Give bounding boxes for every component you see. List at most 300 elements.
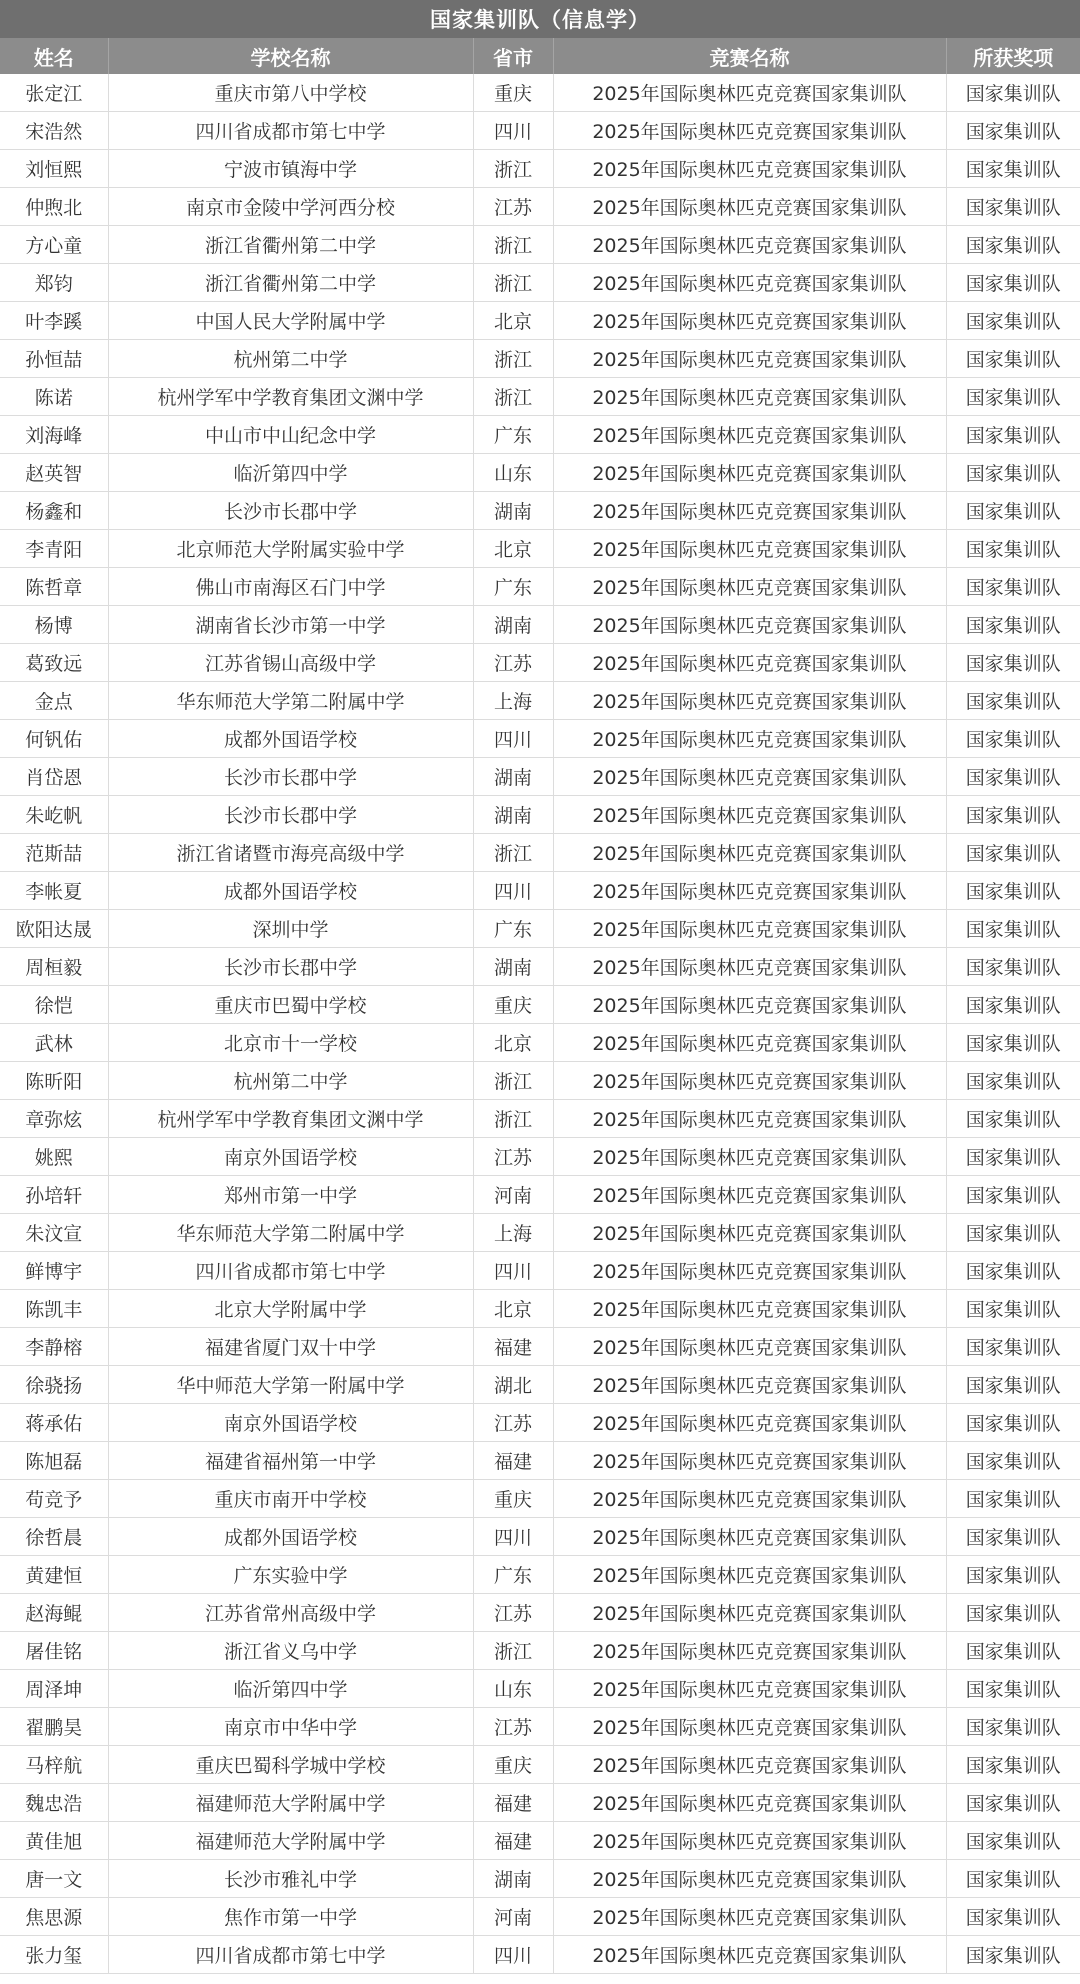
cell-school: 焦作市第一中学 (108, 1898, 473, 1936)
cell-competition: 2025年国际奥林匹克竞赛国家集训队 (553, 1518, 946, 1556)
cell-competition: 2025年国际奥林匹克竞赛国家集训队 (553, 1632, 946, 1670)
cell-competition: 2025年国际奥林匹克竞赛国家集训队 (553, 302, 946, 340)
cell-name: 马梓航 (0, 1746, 108, 1784)
cell-province: 山东 (473, 1670, 553, 1708)
table-row (0, 454, 1080, 492)
cell-name: 翟鹏昊 (0, 1708, 108, 1746)
header-award: 所获奖项 (946, 38, 1080, 74)
table-row (0, 112, 1080, 150)
header-row (0, 38, 1080, 74)
cell-province: 福建 (473, 1784, 553, 1822)
cell-school: 长沙市雅礼中学 (108, 1860, 473, 1898)
cell-competition: 2025年国际奥林匹克竞赛国家集训队 (553, 834, 946, 872)
cell-name: 苟竞予 (0, 1480, 108, 1518)
cell-name: 范斯喆 (0, 834, 108, 872)
cell-school: 成都外国语学校 (108, 872, 473, 910)
cell-competition: 2025年国际奥林匹克竞赛国家集训队 (553, 644, 946, 682)
cell-competition: 2025年国际奥林匹克竞赛国家集训队 (553, 1214, 946, 1252)
cell-name: 何钒佑 (0, 720, 108, 758)
cell-province: 上海 (473, 1214, 553, 1252)
cell-province: 重庆 (473, 1480, 553, 1518)
cell-name: 鲜博宇 (0, 1252, 108, 1290)
cell-name: 陈昕阳 (0, 1062, 108, 1100)
cell-name: 杨博 (0, 606, 108, 644)
cell-name: 肖岱恩 (0, 758, 108, 796)
cell-school: 杭州第二中学 (108, 1062, 473, 1100)
cell-school: 北京师范大学附属实验中学 (108, 530, 473, 568)
cell-name: 孙恒喆 (0, 340, 108, 378)
cell-competition: 2025年国际奥林匹克竞赛国家集训队 (553, 682, 946, 720)
cell-school: 福建师范大学附属中学 (108, 1784, 473, 1822)
cell-province: 山东 (473, 454, 553, 492)
cell-award: 国家集训队 (946, 606, 1080, 644)
header-school: 学校名称 (108, 38, 473, 74)
cell-name: 陈旭磊 (0, 1442, 108, 1480)
cell-award: 国家集训队 (946, 1290, 1080, 1328)
table-row (0, 150, 1080, 188)
table-row (0, 986, 1080, 1024)
table-row (0, 226, 1080, 264)
roster-table (0, 38, 1080, 1974)
table-row (0, 74, 1080, 112)
cell-school: 长沙市长郡中学 (108, 492, 473, 530)
cell-province: 湖南 (473, 758, 553, 796)
cell-award: 国家集训队 (946, 1176, 1080, 1214)
table-row (0, 606, 1080, 644)
cell-province: 浙江 (473, 378, 553, 416)
header-competition: 竞赛名称 (553, 38, 946, 74)
cell-name: 方心童 (0, 226, 108, 264)
cell-name: 黄建恒 (0, 1556, 108, 1594)
cell-name: 章弥炫 (0, 1100, 108, 1138)
cell-award: 国家集训队 (946, 378, 1080, 416)
cell-award: 国家集训队 (946, 1100, 1080, 1138)
cell-competition: 2025年国际奥林匹克竞赛国家集训队 (553, 1670, 946, 1708)
cell-school: 南京市中华中学 (108, 1708, 473, 1746)
cell-competition: 2025年国际奥林匹克竞赛国家集训队 (553, 492, 946, 530)
cell-award: 国家集训队 (946, 1404, 1080, 1442)
cell-name: 陈凯丰 (0, 1290, 108, 1328)
table-row (0, 1670, 1080, 1708)
cell-award: 国家集训队 (946, 492, 1080, 530)
table-row (0, 1898, 1080, 1936)
cell-award: 国家集训队 (946, 1632, 1080, 1670)
cell-school: 长沙市长郡中学 (108, 796, 473, 834)
table-row (0, 416, 1080, 454)
cell-competition: 2025年国际奥林匹克竞赛国家集训队 (553, 1328, 946, 1366)
cell-school: 重庆市第八中学校 (108, 74, 473, 112)
table-row (0, 1518, 1080, 1556)
cell-competition: 2025年国际奥林匹克竞赛国家集训队 (553, 1176, 946, 1214)
cell-competition: 2025年国际奥林匹克竞赛国家集训队 (553, 226, 946, 264)
table-row (0, 1632, 1080, 1670)
cell-name: 陈哲章 (0, 568, 108, 606)
cell-competition: 2025年国际奥林匹克竞赛国家集训队 (553, 1024, 946, 1062)
cell-award: 国家集训队 (946, 720, 1080, 758)
cell-province: 浙江 (473, 1100, 553, 1138)
cell-award: 国家集训队 (946, 150, 1080, 188)
cell-name: 陈诺 (0, 378, 108, 416)
cell-school: 浙江省衢州第二中学 (108, 226, 473, 264)
cell-school: 中国人民大学附属中学 (108, 302, 473, 340)
header-province: 省市 (473, 38, 553, 74)
cell-award: 国家集训队 (946, 74, 1080, 112)
cell-competition: 2025年国际奥林匹克竞赛国家集训队 (553, 530, 946, 568)
table-row (0, 1290, 1080, 1328)
cell-province: 浙江 (473, 226, 553, 264)
cell-province: 四川 (473, 720, 553, 758)
cell-school: 长沙市长郡中学 (108, 758, 473, 796)
cell-competition: 2025年国际奥林匹克竞赛国家集训队 (553, 568, 946, 606)
cell-name: 李青阳 (0, 530, 108, 568)
cell-school: 重庆市巴蜀中学校 (108, 986, 473, 1024)
cell-school: 杭州学军中学教育集团文渊中学 (108, 378, 473, 416)
cell-competition: 2025年国际奥林匹克竞赛国家集训队 (553, 986, 946, 1024)
table-header (0, 38, 1080, 74)
cell-province: 福建 (473, 1442, 553, 1480)
cell-competition: 2025年国际奥林匹克竞赛国家集训队 (553, 796, 946, 834)
cell-school: 四川省成都市第七中学 (108, 1936, 473, 1974)
cell-competition: 2025年国际奥林匹克竞赛国家集训队 (553, 264, 946, 302)
cell-award: 国家集训队 (946, 1936, 1080, 1974)
cell-competition: 2025年国际奥林匹克竞赛国家集训队 (553, 74, 946, 112)
cell-name: 刘恒熙 (0, 150, 108, 188)
table-row (0, 720, 1080, 758)
cell-award: 国家集训队 (946, 1138, 1080, 1176)
table-row (0, 1328, 1080, 1366)
cell-competition: 2025年国际奥林匹克竞赛国家集训队 (553, 1480, 946, 1518)
cell-school: 江苏省锡山高级中学 (108, 644, 473, 682)
cell-province: 湖南 (473, 948, 553, 986)
cell-award: 国家集训队 (946, 1252, 1080, 1290)
cell-school: 北京市十一学校 (108, 1024, 473, 1062)
table-row (0, 796, 1080, 834)
table-row (0, 682, 1080, 720)
cell-province: 福建 (473, 1328, 553, 1366)
cell-name: 徐恺 (0, 986, 108, 1024)
cell-province: 河南 (473, 1898, 553, 1936)
cell-province: 广东 (473, 910, 553, 948)
cell-province: 上海 (473, 682, 553, 720)
cell-school: 华东师范大学第二附属中学 (108, 682, 473, 720)
cell-award: 国家集训队 (946, 758, 1080, 796)
table-row (0, 378, 1080, 416)
cell-award: 国家集训队 (946, 340, 1080, 378)
cell-province: 湖南 (473, 796, 553, 834)
cell-competition: 2025年国际奥林匹克竞赛国家集训队 (553, 1404, 946, 1442)
table-row (0, 910, 1080, 948)
cell-name: 蒋承佑 (0, 1404, 108, 1442)
cell-province: 浙江 (473, 1062, 553, 1100)
table-row (0, 1366, 1080, 1404)
table-row (0, 1176, 1080, 1214)
cell-award: 国家集训队 (946, 1062, 1080, 1100)
cell-competition: 2025年国际奥林匹克竞赛国家集训队 (553, 1290, 946, 1328)
cell-province: 湖南 (473, 1860, 553, 1898)
cell-award: 国家集训队 (946, 1556, 1080, 1594)
cell-competition: 2025年国际奥林匹克竞赛国家集训队 (553, 1898, 946, 1936)
cell-province: 浙江 (473, 150, 553, 188)
cell-award: 国家集训队 (946, 530, 1080, 568)
cell-award: 国家集训队 (946, 226, 1080, 264)
cell-school: 宁波市镇海中学 (108, 150, 473, 188)
cell-province: 湖南 (473, 606, 553, 644)
cell-competition: 2025年国际奥林匹克竞赛国家集训队 (553, 416, 946, 454)
cell-province: 四川 (473, 1936, 553, 1974)
cell-school: 中山市中山纪念中学 (108, 416, 473, 454)
cell-competition: 2025年国际奥林匹克竞赛国家集训队 (553, 1442, 946, 1480)
cell-competition: 2025年国际奥林匹克竞赛国家集训队 (553, 758, 946, 796)
cell-name: 李静榕 (0, 1328, 108, 1366)
cell-school: 浙江省衢州第二中学 (108, 264, 473, 302)
cell-school: 长沙市长郡中学 (108, 948, 473, 986)
cell-province: 四川 (473, 1252, 553, 1290)
table-row (0, 1062, 1080, 1100)
table-row (0, 1404, 1080, 1442)
cell-school: 广东实验中学 (108, 1556, 473, 1594)
table-row (0, 1822, 1080, 1860)
cell-province: 江苏 (473, 1594, 553, 1632)
cell-name: 金点 (0, 682, 108, 720)
cell-award: 国家集训队 (946, 1214, 1080, 1252)
cell-school: 南京外国语学校 (108, 1404, 473, 1442)
cell-competition: 2025年国际奥林匹克竞赛国家集训队 (553, 1556, 946, 1594)
cell-name: 武林 (0, 1024, 108, 1062)
cell-province: 北京 (473, 1024, 553, 1062)
cell-province: 四川 (473, 112, 553, 150)
cell-award: 国家集训队 (946, 834, 1080, 872)
cell-school: 成都外国语学校 (108, 1518, 473, 1556)
cell-name: 朱屹帆 (0, 796, 108, 834)
cell-award: 国家集训队 (946, 872, 1080, 910)
cell-province: 湖北 (473, 1366, 553, 1404)
cell-name: 李帐夏 (0, 872, 108, 910)
cell-competition: 2025年国际奥林匹克竞赛国家集训队 (553, 340, 946, 378)
cell-competition: 2025年国际奥林匹克竞赛国家集训队 (553, 1784, 946, 1822)
cell-name: 张力玺 (0, 1936, 108, 1974)
cell-school: 福建省福州第一中学 (108, 1442, 473, 1480)
cell-province: 广东 (473, 568, 553, 606)
cell-award: 国家集训队 (946, 264, 1080, 302)
cell-name: 唐一文 (0, 1860, 108, 1898)
cell-award: 国家集训队 (946, 1328, 1080, 1366)
cell-school: 四川省成都市第七中学 (108, 1252, 473, 1290)
cell-name: 魏忠浩 (0, 1784, 108, 1822)
cell-name: 朱汶宣 (0, 1214, 108, 1252)
table-row (0, 1480, 1080, 1518)
table-row (0, 1594, 1080, 1632)
table-row (0, 1556, 1080, 1594)
cell-award: 国家集训队 (946, 682, 1080, 720)
cell-school: 湖南省长沙市第一中学 (108, 606, 473, 644)
cell-award: 国家集训队 (946, 112, 1080, 150)
table-row (0, 834, 1080, 872)
cell-province: 重庆 (473, 986, 553, 1024)
table-body (0, 74, 1080, 1974)
cell-award: 国家集训队 (946, 1708, 1080, 1746)
cell-province: 广东 (473, 416, 553, 454)
cell-school: 南京市金陵中学河西分校 (108, 188, 473, 226)
cell-province: 浙江 (473, 264, 553, 302)
cell-school: 深圳中学 (108, 910, 473, 948)
cell-competition: 2025年国际奥林匹克竞赛国家集训队 (553, 910, 946, 948)
cell-competition: 2025年国际奥林匹克竞赛国家集训队 (553, 112, 946, 150)
cell-competition: 2025年国际奥林匹克竞赛国家集训队 (553, 606, 946, 644)
cell-name: 仲煦北 (0, 188, 108, 226)
cell-school: 江苏省常州高级中学 (108, 1594, 473, 1632)
cell-competition: 2025年国际奥林匹克竞赛国家集训队 (553, 1708, 946, 1746)
cell-school: 临沂第四中学 (108, 1670, 473, 1708)
table-row (0, 1100, 1080, 1138)
cell-award: 国家集训队 (946, 188, 1080, 226)
table-row (0, 1252, 1080, 1290)
cell-name: 刘海峰 (0, 416, 108, 454)
cell-province: 江苏 (473, 1404, 553, 1442)
cell-name: 黄佳旭 (0, 1822, 108, 1860)
cell-name: 张定江 (0, 74, 108, 112)
cell-province: 江苏 (473, 188, 553, 226)
cell-competition: 2025年国际奥林匹克竞赛国家集训队 (553, 454, 946, 492)
cell-school: 四川省成都市第七中学 (108, 112, 473, 150)
cell-province: 重庆 (473, 1746, 553, 1784)
table-row (0, 1708, 1080, 1746)
cell-award: 国家集训队 (946, 644, 1080, 682)
cell-school: 北京大学附属中学 (108, 1290, 473, 1328)
cell-province: 北京 (473, 302, 553, 340)
cell-name: 姚熙 (0, 1138, 108, 1176)
cell-award: 国家集训队 (946, 948, 1080, 986)
cell-competition: 2025年国际奥林匹克竞赛国家集训队 (553, 1860, 946, 1898)
table-row (0, 1860, 1080, 1898)
table-row (0, 1746, 1080, 1784)
cell-province: 四川 (473, 872, 553, 910)
cell-name: 郑钧 (0, 264, 108, 302)
cell-award: 国家集训队 (946, 1024, 1080, 1062)
cell-competition: 2025年国际奥林匹克竞赛国家集训队 (553, 1822, 946, 1860)
table-row (0, 492, 1080, 530)
table-row (0, 1442, 1080, 1480)
cell-province: 河南 (473, 1176, 553, 1214)
cell-competition: 2025年国际奥林匹克竞赛国家集训队 (553, 1138, 946, 1176)
cell-award: 国家集训队 (946, 1746, 1080, 1784)
cell-competition: 2025年国际奥林匹克竞赛国家集训队 (553, 1746, 946, 1784)
table-row (0, 568, 1080, 606)
cell-province: 江苏 (473, 644, 553, 682)
cell-name: 徐骁扬 (0, 1366, 108, 1404)
cell-province: 四川 (473, 1518, 553, 1556)
cell-competition: 2025年国际奥林匹克竞赛国家集训队 (553, 1252, 946, 1290)
cell-province: 广东 (473, 1556, 553, 1594)
cell-province: 浙江 (473, 340, 553, 378)
cell-school: 浙江省义乌中学 (108, 1632, 473, 1670)
cell-award: 国家集训队 (946, 1784, 1080, 1822)
table-row (0, 758, 1080, 796)
table-row (0, 188, 1080, 226)
cell-province: 江苏 (473, 1138, 553, 1176)
cell-province: 湖南 (473, 492, 553, 530)
table-row (0, 1784, 1080, 1822)
cell-school: 南京外国语学校 (108, 1138, 473, 1176)
table-row (0, 1214, 1080, 1252)
table-row (0, 644, 1080, 682)
cell-award: 国家集训队 (946, 1898, 1080, 1936)
header-name: 姓名 (0, 38, 108, 74)
cell-competition: 2025年国际奥林匹克竞赛国家集训队 (553, 188, 946, 226)
cell-award: 国家集训队 (946, 1860, 1080, 1898)
cell-school: 浙江省诸暨市海亮高级中学 (108, 834, 473, 872)
cell-name: 赵海鲲 (0, 1594, 108, 1632)
cell-award: 国家集训队 (946, 1442, 1080, 1480)
cell-award: 国家集训队 (946, 1594, 1080, 1632)
cell-name: 屠佳铭 (0, 1632, 108, 1670)
cell-school: 华东师范大学第二附属中学 (108, 1214, 473, 1252)
cell-competition: 2025年国际奥林匹克竞赛国家集训队 (553, 1936, 946, 1974)
cell-award: 国家集训队 (946, 1518, 1080, 1556)
cell-name: 周桓毅 (0, 948, 108, 986)
cell-school: 福建师范大学附属中学 (108, 1822, 473, 1860)
cell-school: 佛山市南海区石门中学 (108, 568, 473, 606)
cell-competition: 2025年国际奥林匹克竞赛国家集训队 (553, 872, 946, 910)
cell-name: 叶李蹊 (0, 302, 108, 340)
cell-name: 徐哲晨 (0, 1518, 108, 1556)
cell-competition: 2025年国际奥林匹克竞赛国家集训队 (553, 378, 946, 416)
table-row (0, 530, 1080, 568)
cell-school: 重庆市南开中学校 (108, 1480, 473, 1518)
cell-province: 北京 (473, 1290, 553, 1328)
cell-name: 焦思源 (0, 1898, 108, 1936)
cell-competition: 2025年国际奥林匹克竞赛国家集训队 (553, 150, 946, 188)
cell-school: 杭州学军中学教育集团文渊中学 (108, 1100, 473, 1138)
cell-school: 临沂第四中学 (108, 454, 473, 492)
table-row (0, 302, 1080, 340)
cell-name: 赵英智 (0, 454, 108, 492)
cell-school: 成都外国语学校 (108, 720, 473, 758)
table-row (0, 872, 1080, 910)
cell-name: 欧阳达晟 (0, 910, 108, 948)
table-row (0, 1024, 1080, 1062)
cell-competition: 2025年国际奥林匹克竞赛国家集训队 (553, 1100, 946, 1138)
cell-award: 国家集训队 (946, 1480, 1080, 1518)
cell-name: 杨鑫和 (0, 492, 108, 530)
cell-award: 国家集训队 (946, 568, 1080, 606)
cell-name: 葛致远 (0, 644, 108, 682)
cell-award: 国家集训队 (946, 796, 1080, 834)
cell-school: 郑州市第一中学 (108, 1176, 473, 1214)
cell-competition: 2025年国际奥林匹克竞赛国家集训队 (553, 1062, 946, 1100)
cell-name: 孙培轩 (0, 1176, 108, 1214)
cell-name: 宋浩然 (0, 112, 108, 150)
cell-school: 杭州第二中学 (108, 340, 473, 378)
cell-province: 重庆 (473, 74, 553, 112)
cell-award: 国家集训队 (946, 1670, 1080, 1708)
table-row (0, 1138, 1080, 1176)
cell-province: 江苏 (473, 1708, 553, 1746)
cell-name: 周泽坤 (0, 1670, 108, 1708)
table-row (0, 1936, 1080, 1974)
table-row (0, 264, 1080, 302)
cell-award: 国家集训队 (946, 910, 1080, 948)
cell-award: 国家集训队 (946, 1822, 1080, 1860)
cell-award: 国家集训队 (946, 986, 1080, 1024)
table-row (0, 948, 1080, 986)
cell-province: 福建 (473, 1822, 553, 1860)
cell-school: 重庆巴蜀科学城中学校 (108, 1746, 473, 1784)
table-title: 国家集训队（信息学） (0, 0, 1080, 38)
cell-province: 浙江 (473, 834, 553, 872)
cell-award: 国家集训队 (946, 454, 1080, 492)
cell-award: 国家集训队 (946, 416, 1080, 454)
cell-award: 国家集训队 (946, 1366, 1080, 1404)
